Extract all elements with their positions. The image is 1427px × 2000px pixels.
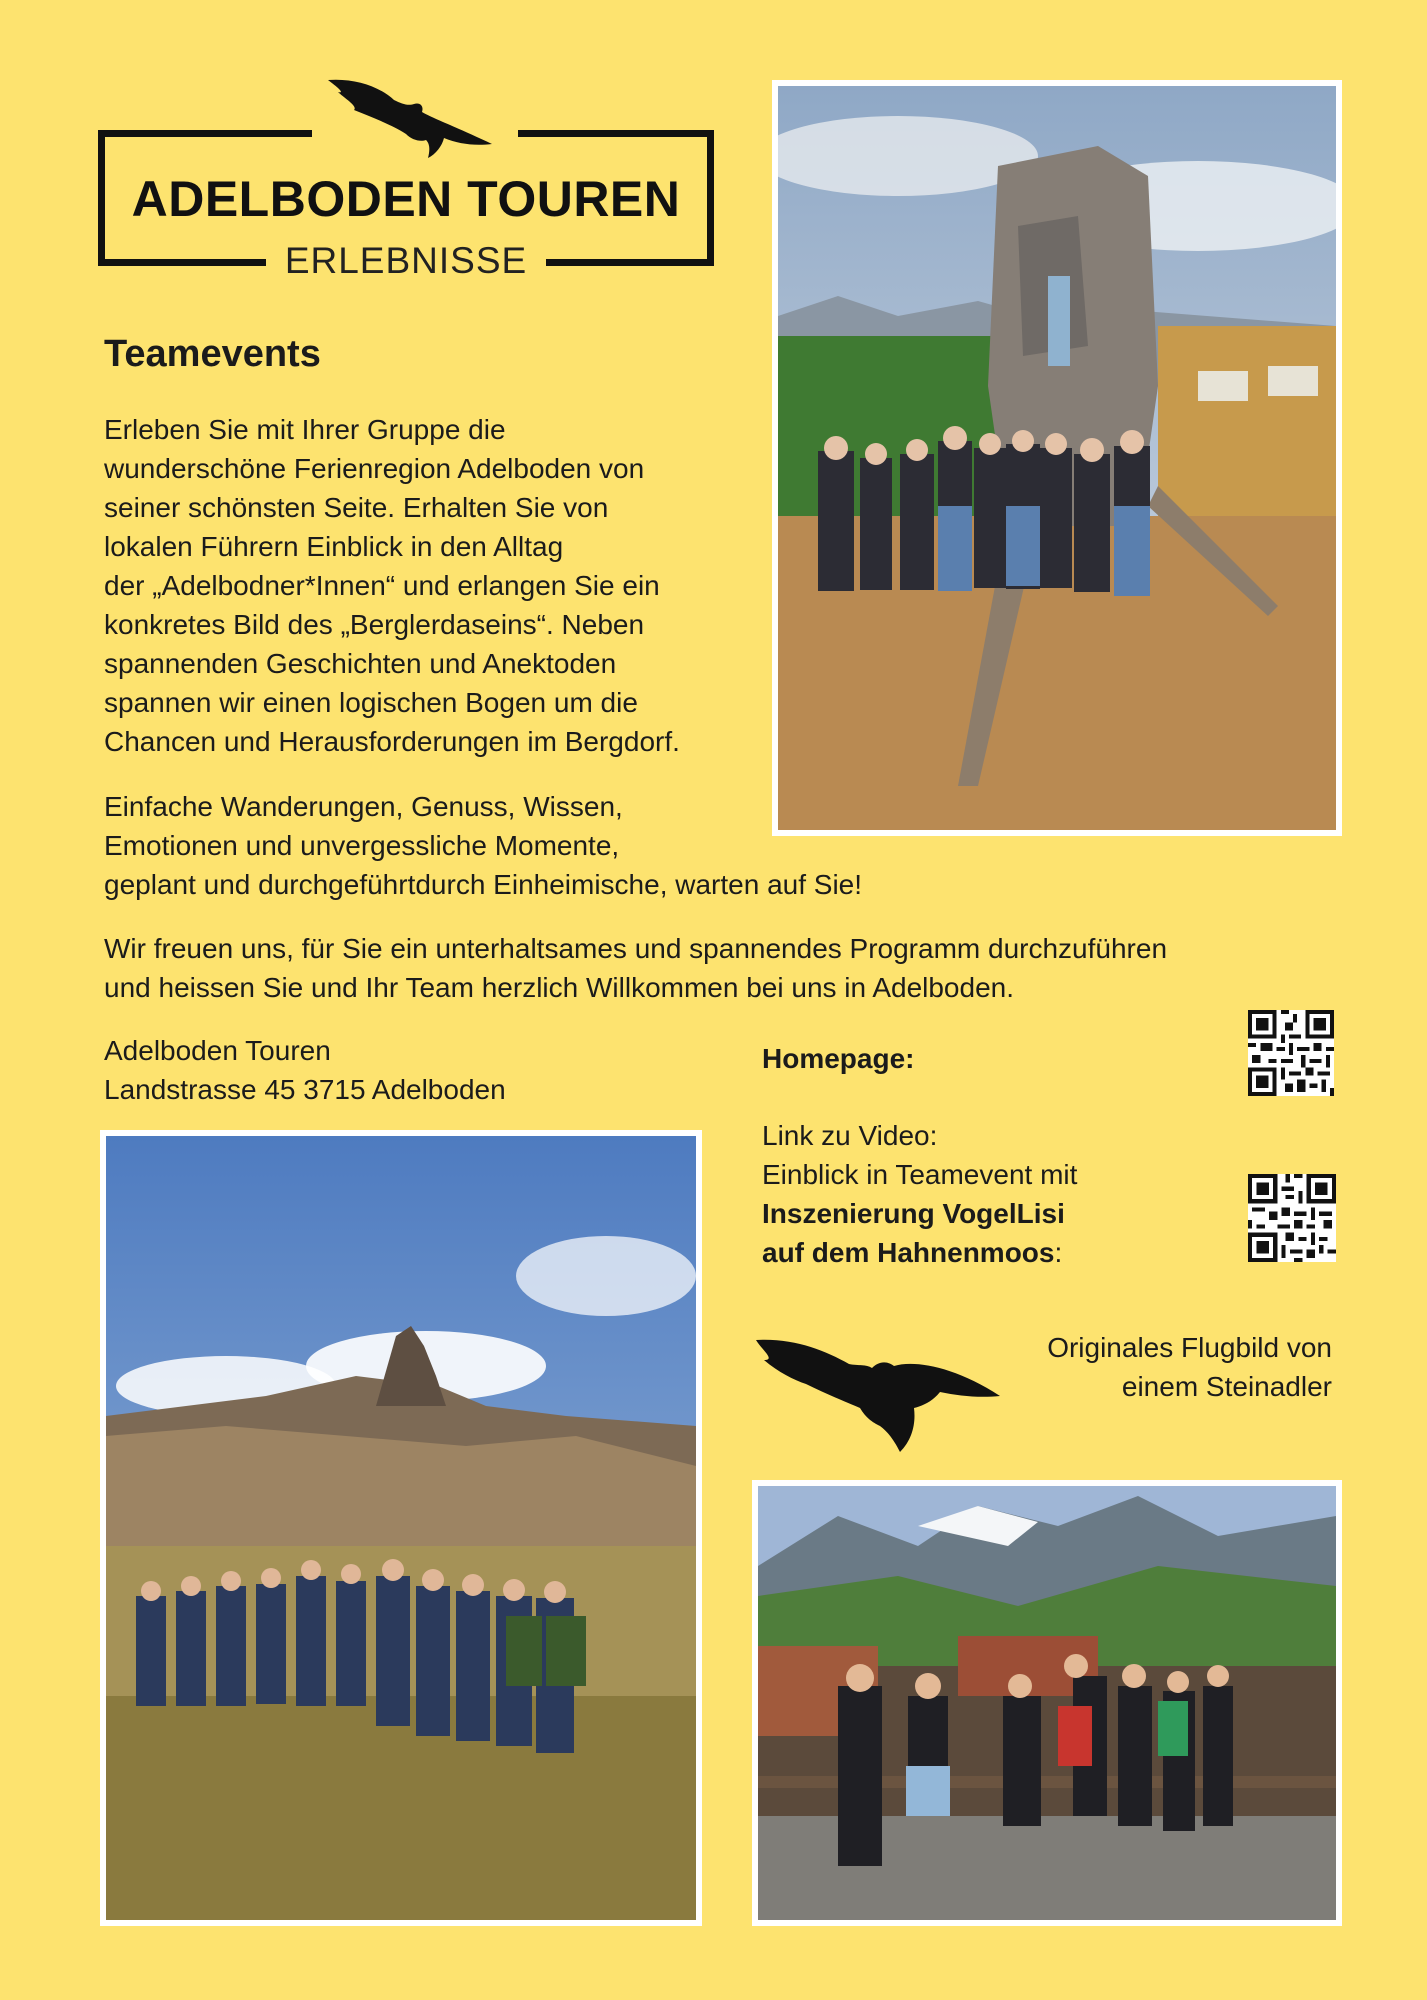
video-location: auf dem Hahnenmoos [762,1237,1055,1268]
text-line: der „Adelbodner*Innen“ und erlangen Sie ein [104,570,660,601]
text-line: wunderschöne Ferienregion Adelboden von [104,453,645,484]
video-qr-code[interactable] [1248,1174,1336,1262]
text-line: seiner schönsten Seite. Erhalten Sie von [104,492,609,523]
homepage-label: Homepage: [762,1043,915,1074]
homepage-qr-code[interactable] [1248,1010,1334,1096]
text-line: konkretes Bild des „Berglerdaseins“. Neben [104,609,645,640]
text-line: lokalen Führern Einblick in den Alltag [104,531,564,562]
photo-mountain-group [100,1130,702,1926]
logo-title: ADELBODEN TOUREN [131,171,681,227]
photo-balcony-group [752,1480,1342,1926]
eagle-silhouette-icon [754,1336,1004,1456]
brand-logo [98,74,722,280]
text-line: spannenden Geschichten und Anektoden [104,648,617,679]
company-name: Adelboden Touren [104,1035,331,1066]
video-title: Inszenierung VogelLisi [762,1198,1065,1229]
text-line: geplant und durchgeführtdurch Einheimische, warten auf Sie! [104,869,863,900]
address-block [104,1031,506,1109]
video-link-block [762,1116,1077,1272]
video-link-label: Link zu Video: [762,1120,938,1151]
text-line: Wir freuen uns, für Sie ein unterhaltsames und spannendes Programm durchzuführen [104,933,1168,964]
colon: : [1054,1237,1063,1268]
video-description: Einblick in Teamevent mit [762,1159,1078,1190]
text-line: Einfache Wanderungen, Genuss, Wissen, [104,791,623,822]
photo-playground-group [772,80,1342,836]
group-photo-image [778,86,1336,830]
text-line: Chancen und Herausforderungen im Bergdorf. [104,726,680,757]
text-line: spannen wir einen logischen Bogen um die [104,687,638,718]
welcome-paragraph [104,929,1304,1007]
text-line: und heissen Sie und Ihr Team herzlich Willkommen bei uns in Adelboden. [104,972,1014,1003]
caption-line: einem Steinadler [1121,1371,1332,1402]
eagle-icon [324,74,494,164]
balcony-group-image [758,1486,1336,1920]
text-line: Emotionen und unvergessliche Momente, [104,830,620,861]
page-title: Teamevents [104,333,321,375]
mountain-group-image [106,1136,696,1920]
text-line: Erleben Sie mit Ihrer Gruppe die [104,414,506,445]
caption-line: Originales Flugbild von [1047,1332,1332,1363]
intro-paragraph [104,410,764,761]
street-address: Landstrasse 45 3715 Adelboden [104,1074,506,1105]
logo-subtitle: ERLEBNISSE [284,240,528,281]
